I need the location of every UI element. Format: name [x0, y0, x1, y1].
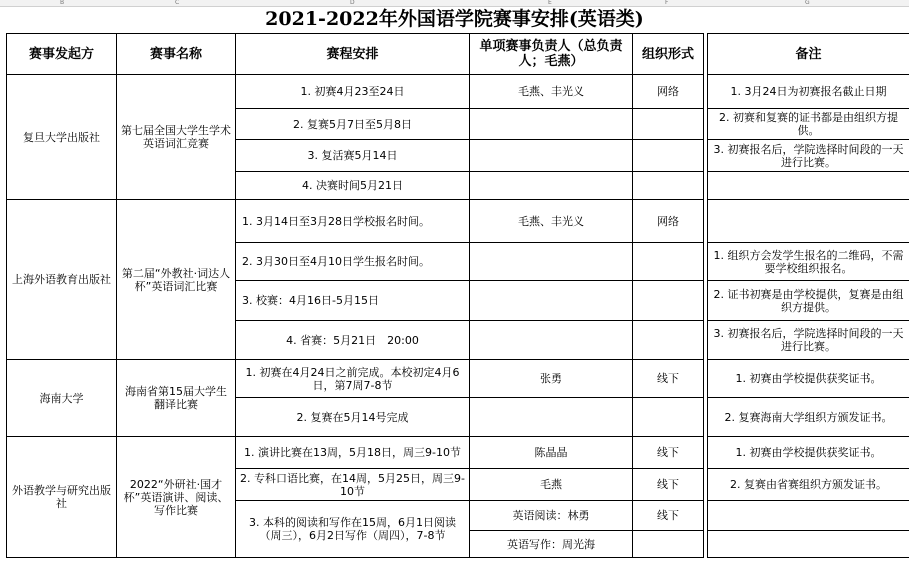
column-letter-c[interactable]: C: [175, 0, 180, 6]
stage-cell[interactable]: 1. 3月14日至3月28日学校报名时间。: [236, 200, 470, 243]
format-cell[interactable]: 线下: [633, 501, 704, 531]
remark-cell[interactable]: 2. 复赛海南大学组织方颁发证书。: [708, 398, 909, 437]
owner-cell[interactable]: [470, 172, 633, 200]
format-cell[interactable]: 线下: [633, 437, 704, 469]
owner-cell[interactable]: 英语阅读：林勇: [470, 501, 633, 531]
format-cell[interactable]: 线下: [633, 469, 704, 501]
remark-cell[interactable]: 2. 初赛和复赛的证书都是由组织方提供。: [708, 109, 909, 140]
remark-cell[interactable]: [708, 501, 909, 531]
format-cell[interactable]: [633, 281, 704, 321]
format-cell[interactable]: [633, 243, 704, 281]
stage-cell[interactable]: 1. 初赛在4月24日之前完成。本校初定4月6日，第7周7-8节: [236, 360, 470, 398]
stage-cell[interactable]: 1. 初赛4月23至24日: [236, 75, 470, 109]
owner-cell[interactable]: 毛燕、丰光义: [470, 200, 633, 243]
column-letter-d[interactable]: D: [350, 0, 355, 6]
table-row: [7, 200, 909, 243]
stage-cell[interactable]: 4. 省赛：5月21日 20:00: [236, 321, 470, 360]
format-cell[interactable]: 网络: [633, 75, 704, 109]
format-cell[interactable]: [633, 321, 704, 360]
format-cell[interactable]: [633, 109, 704, 140]
table-row: [7, 437, 909, 469]
remark-cell[interactable]: 2. 证书初赛是由学校提供，复赛是由组织方提供。: [708, 281, 909, 321]
stage-cell[interactable]: 2. 3月30日至4月10日学生报名时间。: [236, 243, 470, 281]
stage-cell[interactable]: 2. 复赛在5月14号完成: [236, 398, 470, 437]
remark-cell[interactable]: [708, 172, 909, 200]
sheet-title: 2021-2022年外国语学院赛事安排(英语类): [265, 8, 644, 30]
format-cell[interactable]: 线下: [633, 360, 704, 398]
owner-cell[interactable]: 陈晶晶: [470, 437, 633, 469]
stage-cell[interactable]: 2. 复赛5月7日至5月8日: [236, 109, 470, 140]
stage-cell[interactable]: 3. 复活赛5月14日: [236, 140, 470, 172]
header-organizer[interactable]: 赛事发起方: [7, 34, 117, 75]
owner-cell[interactable]: 英语写作：周光海: [470, 531, 633, 558]
organizer-cell[interactable]: 海南大学: [7, 360, 117, 437]
organizer-cell[interactable]: 复旦大学出版社: [7, 75, 117, 200]
stage-cell[interactable]: 3. 校赛：4月16日-5月15日: [236, 281, 470, 321]
remark-cell[interactable]: 3. 初赛报名后，学院选择时间段的一天进行比赛。: [708, 140, 909, 172]
header-schedule[interactable]: 赛程安排: [236, 34, 470, 75]
event-name-cell[interactable]: 海南省第15届大学生翻译比赛: [117, 360, 236, 437]
header-name[interactable]: 赛事名称: [117, 34, 236, 75]
owner-cell[interactable]: [470, 140, 633, 172]
organizer-cell[interactable]: 外语教学与研究出版社: [7, 437, 117, 558]
owner-cell[interactable]: [470, 243, 633, 281]
remark-cell[interactable]: 1. 组织方会发学生报名的二维码，不需要学校组织报名。: [708, 243, 909, 281]
remark-cell[interactable]: 1. 3月24日为初赛报名截止日期: [708, 75, 909, 109]
column-letter-f[interactable]: F: [665, 0, 669, 6]
owner-cell[interactable]: [470, 398, 633, 437]
remark-cell[interactable]: 1. 初赛由学校提供获奖证书。: [708, 437, 909, 469]
column-letter-e[interactable]: E: [548, 0, 552, 6]
header-remark[interactable]: 备注: [708, 34, 909, 75]
owner-cell[interactable]: [470, 321, 633, 360]
format-cell[interactable]: [633, 398, 704, 437]
format-cell[interactable]: [633, 140, 704, 172]
owner-cell[interactable]: [470, 281, 633, 321]
event-name-cell[interactable]: 2022“外研社·国才杯”英语演讲、阅读、写作比赛: [117, 437, 236, 558]
event-name-cell[interactable]: 第二届“外教社·词达人杯”英语词汇比赛: [117, 200, 236, 360]
owner-cell[interactable]: [470, 109, 633, 140]
table-row: [7, 360, 909, 398]
remark-cell[interactable]: [708, 200, 909, 243]
header-format[interactable]: 组织形式: [633, 34, 704, 75]
table-row: [7, 75, 909, 109]
column-letter-b[interactable]: B: [60, 0, 65, 6]
remark-cell[interactable]: 1. 初赛由学校提供获奖证书。: [708, 360, 909, 398]
stage-cell[interactable]: 2. 专科口语比赛，在14周，5月25日，周三9-10节: [236, 469, 470, 501]
remark-cell[interactable]: 3. 初赛报名后，学院选择时间段的一天进行比赛。: [708, 321, 909, 360]
column-letter-g[interactable]: G: [805, 0, 810, 6]
stage-cell[interactable]: 4. 决赛时间5月21日: [236, 172, 470, 200]
header-owner[interactable]: 单项赛事负责人（总负责人；毛燕）: [470, 34, 633, 75]
format-cell[interactable]: 网络: [633, 200, 704, 243]
stage-cell[interactable]: 1. 演讲比赛在13周，5月18日，周三9-10节: [236, 437, 470, 469]
owner-cell[interactable]: 张勇: [470, 360, 633, 398]
stage-cell[interactable]: 3. 本科的阅读和写作在15周，6月1日阅读（周三），6月2日写作（周四），7-8节: [236, 501, 470, 558]
owner-cell[interactable]: 毛燕: [470, 469, 633, 501]
format-cell[interactable]: [633, 531, 704, 558]
organizer-cell[interactable]: 上海外语教育出版社: [7, 200, 117, 360]
header-row: [7, 34, 909, 75]
event-name-cell[interactable]: 第七届全国大学生学术英语词汇竞赛: [117, 75, 236, 200]
owner-cell[interactable]: 毛燕、丰光义: [470, 75, 633, 109]
remark-cell[interactable]: 2. 复赛由省赛组织方颁发证书。: [708, 469, 909, 501]
events-table: [6, 33, 909, 558]
format-cell[interactable]: [633, 172, 704, 200]
remark-cell[interactable]: [708, 531, 909, 558]
